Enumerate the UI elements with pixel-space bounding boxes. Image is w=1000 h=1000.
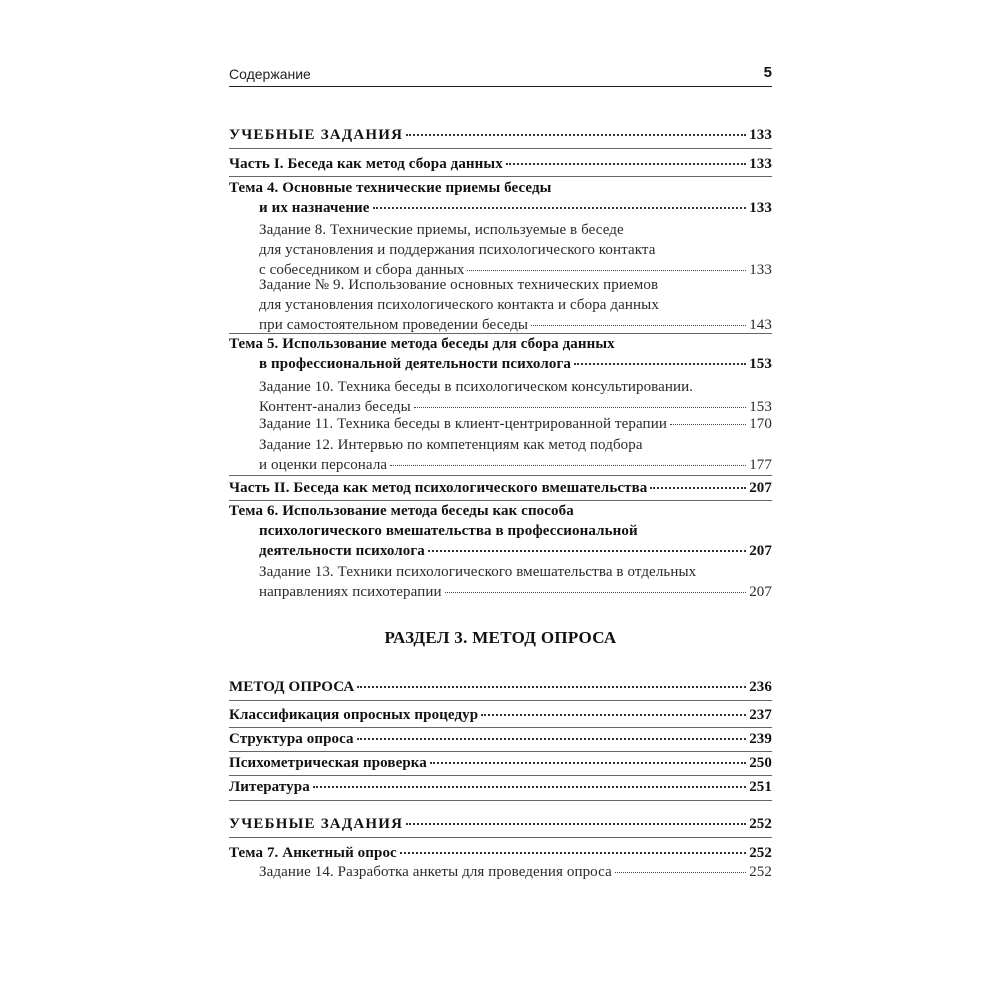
toc-page-number: 170 (749, 416, 772, 432)
toc-entry-klassifikaciya[interactable] (229, 705, 772, 725)
divider (229, 751, 772, 752)
divider (229, 176, 772, 177)
toc-entry-line: Тема 5. Использование метода беседы для сбора данных (229, 336, 615, 352)
toc-entry-line: Тема 6. Использование метода беседы как способа (229, 503, 574, 519)
toc-page-number: 250 (749, 755, 772, 771)
toc-entry-text: при самостоятельном проведении беседы (259, 317, 529, 333)
divider (229, 727, 772, 728)
toc-entry-text: Задание 11. Техника беседы в клиент-центрированной терапии (259, 416, 667, 432)
toc-entry-line: для установления психологического контакта и сбора данных (259, 297, 659, 313)
toc-page-number: 207 (749, 480, 772, 496)
toc-entry-uchebnye-zadaniya[interactable] (229, 125, 772, 145)
leader-dots (574, 363, 746, 365)
toc-page-number: 133 (749, 127, 772, 143)
toc-entry-uchebnye-zadaniya-2[interactable] (229, 814, 772, 834)
divider (229, 148, 772, 149)
leader-dots (670, 424, 746, 425)
toc-page-number: 251 (749, 779, 772, 795)
toc-entry-zadanie11[interactable] (229, 414, 772, 434)
toc-entry-literatura[interactable] (229, 777, 772, 797)
divider (229, 700, 772, 701)
toc-page-number: 252 (749, 864, 772, 880)
toc-entry-text: в профессиональной деятельности психолога (259, 356, 571, 372)
toc-page-number: 207 (749, 584, 772, 600)
divider (229, 800, 772, 801)
leader-dots (406, 134, 746, 136)
leader-dots (357, 738, 747, 740)
toc-page-number: 153 (749, 399, 772, 415)
leader-dots (445, 592, 747, 593)
running-head (229, 66, 772, 87)
leader-dots (467, 270, 746, 271)
leader-dots (414, 407, 746, 408)
toc-entry-text: Часть II. Беседа как метод психологического вмешательства (229, 480, 648, 496)
toc-entry-zadanie9[interactable] (229, 275, 772, 335)
toc-entry-text: Часть I. Беседа как метод сбора данных (229, 156, 503, 172)
toc-entry-zadanie10[interactable] (229, 377, 772, 417)
toc-entry-zadanie14[interactable] (229, 862, 772, 882)
toc-page-number: 133 (749, 262, 772, 278)
toc-entry-tema4[interactable] (229, 178, 772, 218)
leader-dots (506, 163, 746, 165)
toc-entry-tema5[interactable] (229, 334, 772, 374)
toc-entry-zadanie8[interactable] (229, 220, 772, 280)
toc-entry-line: Задание 10. Техника беседы в психологическом консультировании. (259, 379, 694, 395)
page-number: 5 (763, 64, 772, 81)
toc-entry-line: для установления и поддержания психологического контакта (259, 242, 656, 258)
toc-entry-text: с собеседником и сбора данных (259, 262, 465, 278)
leader-dots (400, 852, 746, 854)
leader-dots (390, 465, 746, 466)
leader-dots (406, 823, 746, 825)
toc-page-number: 177 (749, 457, 772, 473)
leader-dots (428, 550, 746, 552)
toc-entry-text: направлениях психотерапии (259, 584, 442, 600)
toc-entry-tema7[interactable] (229, 843, 772, 863)
toc-entry-line: Задание 12. Интервью по компетенциям как метод подбора (259, 437, 643, 453)
toc-page-number: 239 (749, 731, 772, 747)
toc-page-number: 143 (749, 317, 772, 333)
toc-entry-text: и их назначение (259, 200, 370, 216)
toc-entry-line: Задание № 9. Использование основных технических приемов (259, 277, 659, 293)
toc-page-number: 133 (749, 156, 772, 172)
leader-dots (650, 487, 746, 489)
toc-entry-text: Задание 14. Разработка анкеты для проведения опроса (259, 864, 612, 880)
leader-dots (313, 786, 746, 788)
toc-entry-line: Задание 8. Технические приемы, используемые в беседе (259, 222, 624, 238)
divider (229, 837, 772, 838)
toc-entry-text: УЧЕБНЫЕ ЗАДАНИЯ (229, 816, 404, 832)
leader-dots (373, 207, 747, 209)
toc-entry-line: Задание 13. Техники психологического вмешательства в отдельных (259, 564, 697, 580)
divider (229, 775, 772, 776)
toc-page-number: 153 (749, 356, 772, 372)
divider (229, 475, 772, 476)
toc-page-number: 207 (749, 543, 772, 559)
toc-entry-struktura[interactable] (229, 729, 772, 749)
leader-dots (357, 686, 746, 688)
toc-entry-tema6[interactable] (229, 501, 772, 561)
toc-entry-zadanie12[interactable] (229, 435, 772, 475)
toc-page-number: 252 (749, 816, 772, 832)
toc-entry-text: Литература (229, 779, 310, 795)
toc-entry-line: психологического вмешательства в профессиональной (259, 523, 638, 539)
toc-page-number: 252 (749, 845, 772, 861)
section-heading: РАЗДЕЛ 3. МЕТОД ОПРОСА (384, 628, 617, 647)
toc-entry-text: УЧЕБНЫЕ ЗАДАНИЯ (229, 127, 404, 143)
toc-entry-part1[interactable] (229, 154, 772, 174)
toc-page-number: 236 (749, 679, 772, 695)
toc-entry-text: деятельности психолога (259, 543, 425, 559)
toc-entry-text: МЕТОД ОПРОСА (229, 679, 355, 695)
leader-dots (430, 762, 746, 764)
toc-entry-text: Структура опроса (229, 731, 354, 747)
toc-page-number: 133 (749, 200, 772, 216)
leader-dots (481, 714, 746, 716)
leader-dots (615, 872, 746, 873)
toc-page-number: 237 (749, 707, 772, 723)
leader-dots (531, 325, 746, 326)
toc-entry-metod-oprosa[interactable] (229, 677, 772, 697)
toc-entry-text: Психометрическая проверка (229, 755, 427, 771)
toc-entry-part2[interactable] (229, 478, 772, 498)
toc-entry-text: Классификация опросных процедур (229, 707, 479, 723)
toc-entry-text: Контент-анализ беседы (259, 399, 411, 415)
toc-entry-line: Тема 4. Основные технические приемы беседы (229, 180, 552, 196)
toc-entry-text: Тема 7. Анкетный опрос (229, 845, 397, 861)
toc-entry-text: и оценки персонала (259, 457, 388, 473)
toc-entry-psihometricheskaya[interactable] (229, 753, 772, 773)
toc-entry-zadanie13[interactable] (229, 562, 772, 602)
running-head-title: Содержание (229, 66, 311, 82)
